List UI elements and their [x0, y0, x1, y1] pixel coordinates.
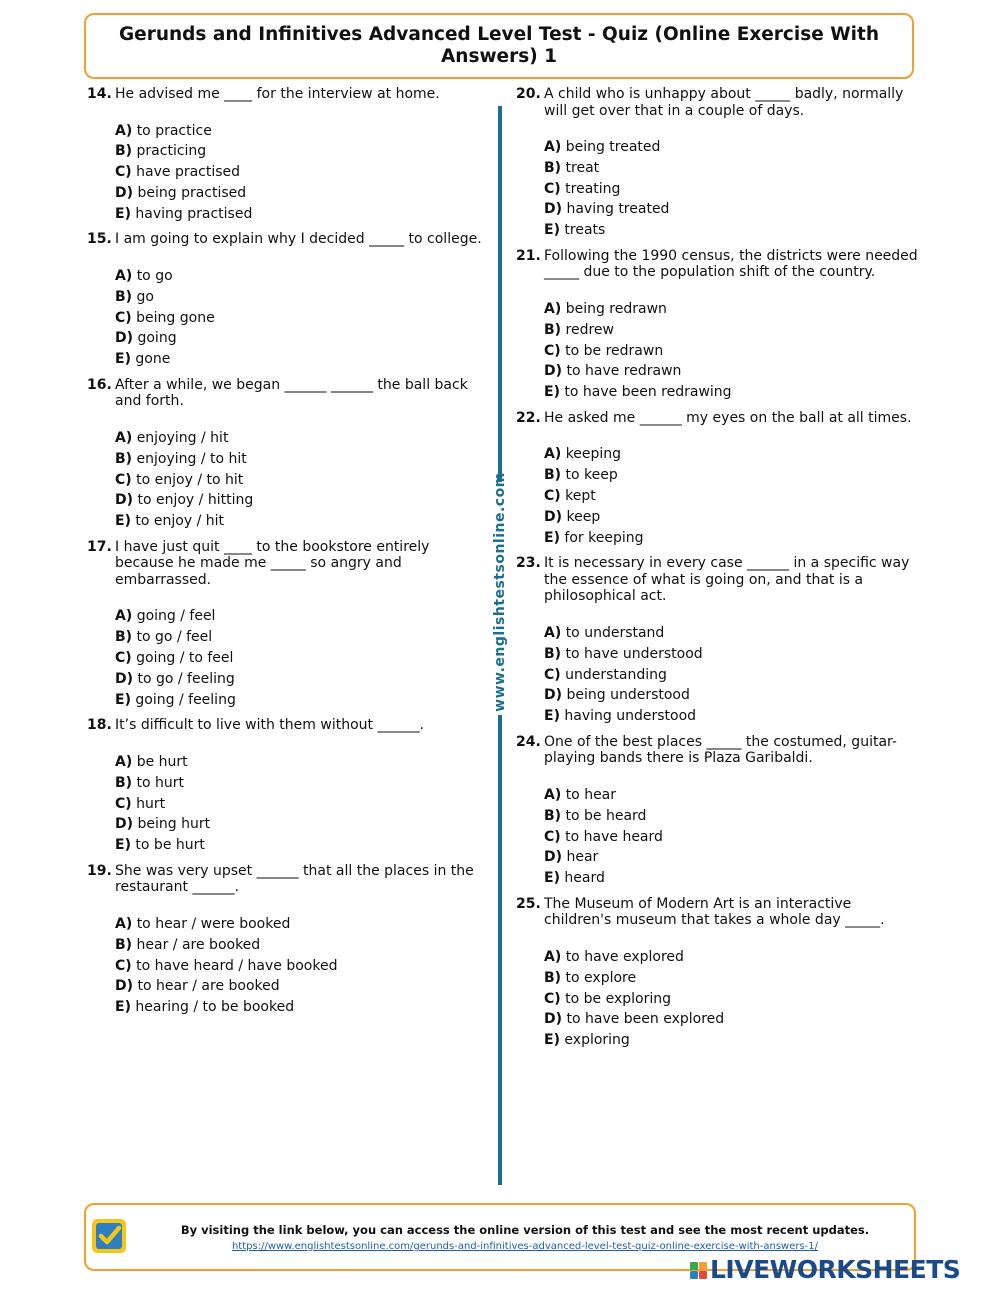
question-text: Following the 1990 census, the districts were needed _____ due to the population shift of the country. — [544, 247, 918, 281]
answer-option[interactable] — [544, 827, 921, 848]
answer-option[interactable] — [115, 814, 492, 835]
option-text: enjoying / to hit — [136, 450, 247, 467]
answer-option[interactable] — [544, 947, 921, 968]
answer-option[interactable] — [544, 158, 921, 179]
option-text: to be exploring — [565, 990, 671, 1007]
option-letter: B) — [115, 936, 133, 953]
option-list — [544, 947, 921, 1051]
option-list — [115, 428, 492, 532]
option-text: to be redrawn — [565, 342, 664, 359]
option-text: to go / feel — [136, 629, 213, 646]
option-text: gone — [135, 351, 171, 368]
logo-wordmark: LIVEWORKSHEETS — [710, 1255, 961, 1284]
answer-option[interactable] — [544, 868, 921, 889]
option-text: practicing — [136, 143, 207, 160]
answer-option[interactable] — [115, 121, 492, 142]
liveworksheets-logo — [690, 1257, 960, 1283]
answer-option[interactable] — [544, 320, 921, 341]
question-number: 14. — [87, 86, 112, 102]
question-text: He advised me ____ for the interview at home. — [115, 86, 440, 102]
answer-option[interactable] — [544, 706, 921, 727]
answer-option[interactable] — [544, 785, 921, 806]
answer-option[interactable] — [544, 644, 921, 665]
question-number: 25. — [516, 895, 541, 912]
option-letter: B) — [544, 969, 562, 986]
option-text: to enjoy / to hit — [136, 471, 244, 488]
option-text: kept — [565, 488, 596, 505]
question-item — [516, 734, 921, 889]
page-title: Gerunds and Infinitives Advanced Level Test - Quiz (Online Exercise With Answers) 1 — [118, 24, 880, 67]
question-item — [516, 410, 921, 548]
option-list — [115, 752, 492, 856]
option-letter: D) — [115, 816, 134, 833]
right-column — [516, 86, 921, 1058]
option-text: to be heard — [565, 807, 647, 824]
option-text: being practised — [137, 184, 247, 201]
footer-note: By visiting the link below, you can access the online version of this test and see the most recent updates. — [180, 1223, 870, 1237]
option-letter: E) — [115, 205, 131, 222]
option-letter: A) — [115, 429, 133, 446]
answer-option[interactable] — [115, 997, 492, 1018]
answer-option[interactable] — [115, 204, 492, 225]
option-list — [544, 444, 921, 548]
answer-option[interactable] — [115, 627, 492, 648]
answer-option[interactable] — [544, 444, 921, 465]
option-letter: D) — [544, 201, 563, 218]
question-text: The Museum of Modern Art is an interactive children's museum that takes a whole day _____. — [544, 895, 885, 929]
question-stem — [516, 86, 921, 119]
option-text: keep — [566, 508, 601, 525]
question-stem — [516, 555, 921, 605]
question-number: 15. — [87, 231, 112, 248]
answer-option[interactable] — [544, 665, 921, 686]
question-stem — [87, 863, 492, 896]
option-letter: C) — [115, 650, 132, 667]
option-letter: B) — [115, 143, 133, 160]
answer-option[interactable] — [115, 773, 492, 794]
option-letter: E) — [115, 999, 131, 1016]
answer-option[interactable] — [544, 623, 921, 644]
option-text: to have heard / have booked — [136, 957, 338, 974]
answer-option[interactable] — [544, 361, 921, 382]
answer-option[interactable] — [115, 162, 492, 183]
option-text: hearing / to be booked — [135, 999, 295, 1016]
answer-option[interactable] — [544, 528, 921, 549]
option-letter: A) — [544, 948, 562, 965]
option-letter: A) — [544, 300, 562, 317]
answer-option[interactable] — [544, 685, 921, 706]
option-list — [115, 121, 492, 225]
option-list — [115, 266, 492, 370]
site-watermark-text: www.englishtestsonline.com — [492, 472, 508, 712]
question-number: 21. — [516, 247, 541, 264]
question-number: 22. — [516, 409, 541, 426]
answer-option[interactable] — [115, 935, 492, 956]
column-divider-bottom — [498, 715, 502, 1185]
question-stem — [516, 734, 921, 767]
option-text: exploring — [564, 1032, 630, 1049]
option-letter: D) — [115, 330, 134, 347]
logo-tile — [690, 1271, 698, 1279]
title-box — [84, 13, 914, 79]
option-text: going / to feel — [136, 650, 234, 667]
question-number: 16. — [87, 376, 112, 393]
question-text: I have just quit ____ to the bookstore entirely because he made me _____ so angry and embarrassed. — [115, 538, 430, 588]
option-letter: E) — [115, 691, 131, 708]
option-letter: E) — [115, 837, 131, 854]
option-letter: D) — [544, 1011, 563, 1028]
answer-option[interactable] — [115, 669, 492, 690]
footer-link[interactable]: https://www.englishtestsonline.com/gerunds-and-infinitives-advanced-level-test-quiz-online-exercise-with-answers-1/ — [231, 1241, 819, 1252]
option-list — [115, 914, 492, 1018]
option-text: being treated — [565, 139, 661, 155]
question-item — [87, 231, 492, 369]
option-text: hear / are booked — [136, 936, 261, 953]
option-text: keeping — [565, 446, 622, 463]
question-item — [516, 248, 921, 403]
option-letter: E) — [544, 1032, 560, 1049]
option-letter: A) — [115, 608, 133, 625]
option-letter: D) — [544, 508, 563, 525]
answer-option[interactable] — [115, 956, 492, 977]
option-letter: C) — [115, 164, 132, 181]
option-letter: E) — [544, 384, 560, 401]
answer-option[interactable] — [115, 470, 492, 491]
option-letter: E) — [115, 351, 131, 368]
option-text: redrew — [565, 321, 614, 338]
option-letter: D) — [544, 687, 563, 704]
answer-option[interactable] — [544, 989, 921, 1010]
answer-option[interactable] — [544, 486, 921, 507]
answer-option[interactable] — [544, 299, 921, 320]
question-item — [87, 863, 492, 1018]
option-text: being redrawn — [565, 300, 667, 317]
logo-tile — [699, 1271, 707, 1279]
option-text: to hear — [565, 786, 617, 803]
option-letter: C) — [544, 990, 561, 1007]
answer-option[interactable] — [115, 308, 492, 329]
answer-option[interactable] — [544, 1030, 921, 1051]
option-text: having understood — [564, 708, 697, 725]
checkbox-check-icon — [90, 1217, 128, 1255]
question-item — [516, 896, 921, 1051]
option-text: to explore — [565, 969, 637, 986]
option-text: to have heard — [565, 828, 663, 845]
question-text: A child who is unhappy about _____ badly, normally will get over that in a couple of days. — [544, 86, 904, 119]
option-letter: A) — [115, 122, 133, 139]
answer-option[interactable] — [544, 806, 921, 827]
option-letter: A) — [115, 267, 133, 284]
option-text: have practised — [136, 164, 241, 181]
option-text: understanding — [565, 666, 667, 683]
option-text: hear — [566, 849, 599, 866]
answer-option[interactable] — [115, 141, 492, 162]
question-stem — [87, 377, 492, 410]
option-text: to enjoy / hit — [135, 513, 225, 530]
option-letter: E) — [544, 708, 560, 725]
question-stem — [516, 410, 921, 427]
option-text: going / feeling — [135, 691, 236, 708]
answer-option[interactable] — [115, 511, 492, 532]
logo-tile — [699, 1262, 707, 1270]
option-letter: C) — [115, 471, 132, 488]
question-number: 23. — [516, 555, 541, 572]
option-letter: C) — [544, 666, 561, 683]
option-letter: E) — [544, 529, 560, 546]
option-letter: D) — [544, 849, 563, 866]
option-letter: D) — [544, 363, 563, 380]
logo-tile — [690, 1262, 698, 1270]
answer-option[interactable] — [115, 835, 492, 856]
question-stem — [87, 539, 492, 589]
option-list — [544, 785, 921, 889]
option-letter: A) — [544, 446, 562, 463]
question-item — [87, 717, 492, 855]
question-text: After a while, we began ______ ______ the ball back and forth. — [115, 376, 468, 410]
question-item — [87, 377, 492, 532]
option-text: to have explored — [565, 948, 684, 965]
option-letter: C) — [544, 828, 561, 845]
option-letter: C) — [544, 180, 561, 197]
option-letter: B) — [544, 645, 562, 662]
question-text: It’s difficult to live with them without ______. — [115, 717, 424, 734]
question-number: 24. — [516, 733, 541, 750]
option-text: to go / feeling — [137, 670, 235, 687]
option-list — [544, 137, 921, 241]
option-letter: C) — [115, 309, 132, 326]
option-letter: B) — [115, 450, 133, 467]
option-text: to have redrawn — [566, 363, 682, 380]
answer-option[interactable] — [115, 266, 492, 287]
option-letter: B) — [544, 467, 562, 484]
option-letter: B) — [544, 159, 562, 176]
option-text: to enjoy / hitting — [137, 492, 254, 509]
question-stem — [87, 86, 492, 103]
question-stem — [516, 896, 921, 929]
option-text: go — [136, 288, 154, 305]
option-text: going / feel — [136, 608, 216, 625]
answer-option[interactable] — [115, 428, 492, 449]
question-text: He asked me ______ my eyes on the ball at all times. — [544, 409, 912, 426]
option-letter: B) — [115, 288, 133, 305]
answer-option[interactable] — [544, 382, 921, 403]
answer-option[interactable] — [544, 847, 921, 868]
option-text: to keep — [565, 467, 618, 484]
question-item — [516, 555, 921, 726]
question-text: It is necessary in every case ______ in a specific way the essence of what is going on, and that is a philosophical act. — [544, 555, 910, 605]
option-text: treat — [565, 159, 600, 176]
option-letter: C) — [544, 342, 561, 359]
option-letter: E) — [544, 870, 560, 887]
answer-option[interactable] — [115, 752, 492, 773]
option-text: to hear / were booked — [136, 915, 291, 932]
question-text: She was very upset ______ that all the places in the restaurant ______. — [115, 862, 474, 896]
option-text: being understood — [566, 687, 690, 704]
answer-option[interactable] — [115, 183, 492, 204]
option-text: to hear / are booked — [137, 978, 280, 995]
answer-option[interactable] — [115, 914, 492, 935]
option-text: to go — [136, 267, 173, 284]
option-text: to hurt — [136, 774, 185, 791]
option-text: to have been explored — [566, 1011, 725, 1028]
option-text: treats — [564, 222, 606, 239]
answer-option[interactable] — [544, 179, 921, 200]
option-text: hurt — [136, 795, 166, 812]
option-letter: B) — [115, 629, 133, 646]
option-letter: A) — [115, 753, 133, 770]
option-text: to have been redrawing — [564, 384, 732, 401]
option-text: for keeping — [564, 529, 644, 546]
option-letter: C) — [115, 795, 132, 812]
answer-option[interactable] — [544, 1009, 921, 1030]
option-text: to be hurt — [135, 837, 205, 854]
question-number: 19. — [87, 862, 112, 879]
answer-option[interactable] — [115, 349, 492, 370]
option-text: be hurt — [136, 753, 188, 770]
answer-option[interactable] — [544, 465, 921, 486]
question-item — [87, 86, 492, 224]
answer-option[interactable] — [115, 606, 492, 627]
answer-option[interactable] — [544, 341, 921, 362]
option-letter: B) — [115, 774, 133, 791]
option-letter: C) — [544, 488, 561, 505]
question-text: One of the best places _____ the costumed, guitar-playing bands there is Plaza Garibaldi. — [544, 733, 897, 767]
option-letter: E) — [115, 513, 131, 530]
answer-option[interactable] — [544, 968, 921, 989]
question-number: 18. — [87, 717, 112, 734]
option-text: going — [137, 330, 177, 347]
option-text: being gone — [136, 309, 215, 326]
question-stem — [87, 717, 492, 734]
option-list — [544, 623, 921, 727]
answer-option[interactable] — [115, 449, 492, 470]
answer-option[interactable] — [115, 976, 492, 997]
option-letter: A) — [544, 139, 562, 155]
option-letter: B) — [544, 321, 562, 338]
answer-option[interactable] — [544, 220, 921, 241]
answer-option[interactable] — [115, 328, 492, 349]
answer-option[interactable] — [115, 490, 492, 511]
question-text: I am going to explain why I decided _____ to college. — [115, 231, 482, 248]
answer-option[interactable] — [115, 794, 492, 815]
answer-option[interactable] — [544, 199, 921, 220]
option-list — [544, 299, 921, 403]
option-text: having treated — [566, 201, 670, 218]
option-text: to have understood — [565, 645, 703, 662]
answer-option[interactable] — [115, 648, 492, 669]
question-item — [516, 86, 921, 241]
option-letter: A) — [544, 786, 562, 803]
question-number: 17. — [87, 538, 112, 555]
option-letter: D) — [115, 184, 134, 201]
option-letter: D) — [115, 978, 134, 995]
option-letter: D) — [115, 670, 134, 687]
option-text: having practised — [135, 205, 253, 222]
option-letter: C) — [115, 957, 132, 974]
option-text: being hurt — [137, 816, 211, 833]
answer-option[interactable] — [115, 287, 492, 308]
answer-option[interactable] — [115, 690, 492, 711]
option-text: heard — [564, 870, 605, 887]
answer-option[interactable] — [544, 507, 921, 528]
question-stem — [516, 248, 921, 281]
option-letter: D) — [115, 492, 134, 509]
option-text: enjoying / hit — [136, 429, 229, 446]
question-item — [87, 539, 492, 710]
option-letter: A) — [115, 915, 133, 932]
option-letter: E) — [544, 222, 560, 239]
option-text: to understand — [565, 624, 665, 641]
option-letter: A) — [544, 624, 562, 641]
answer-option[interactable] — [544, 137, 921, 158]
question-stem — [87, 231, 492, 248]
left-column — [87, 86, 492, 1025]
option-list — [115, 606, 492, 710]
option-letter: B) — [544, 807, 562, 824]
option-text: treating — [565, 180, 621, 197]
question-number: 20. — [516, 86, 541, 102]
column-divider-top — [498, 106, 502, 482]
option-text: to practice — [136, 122, 212, 139]
logo-tiles-icon — [690, 1262, 707, 1279]
